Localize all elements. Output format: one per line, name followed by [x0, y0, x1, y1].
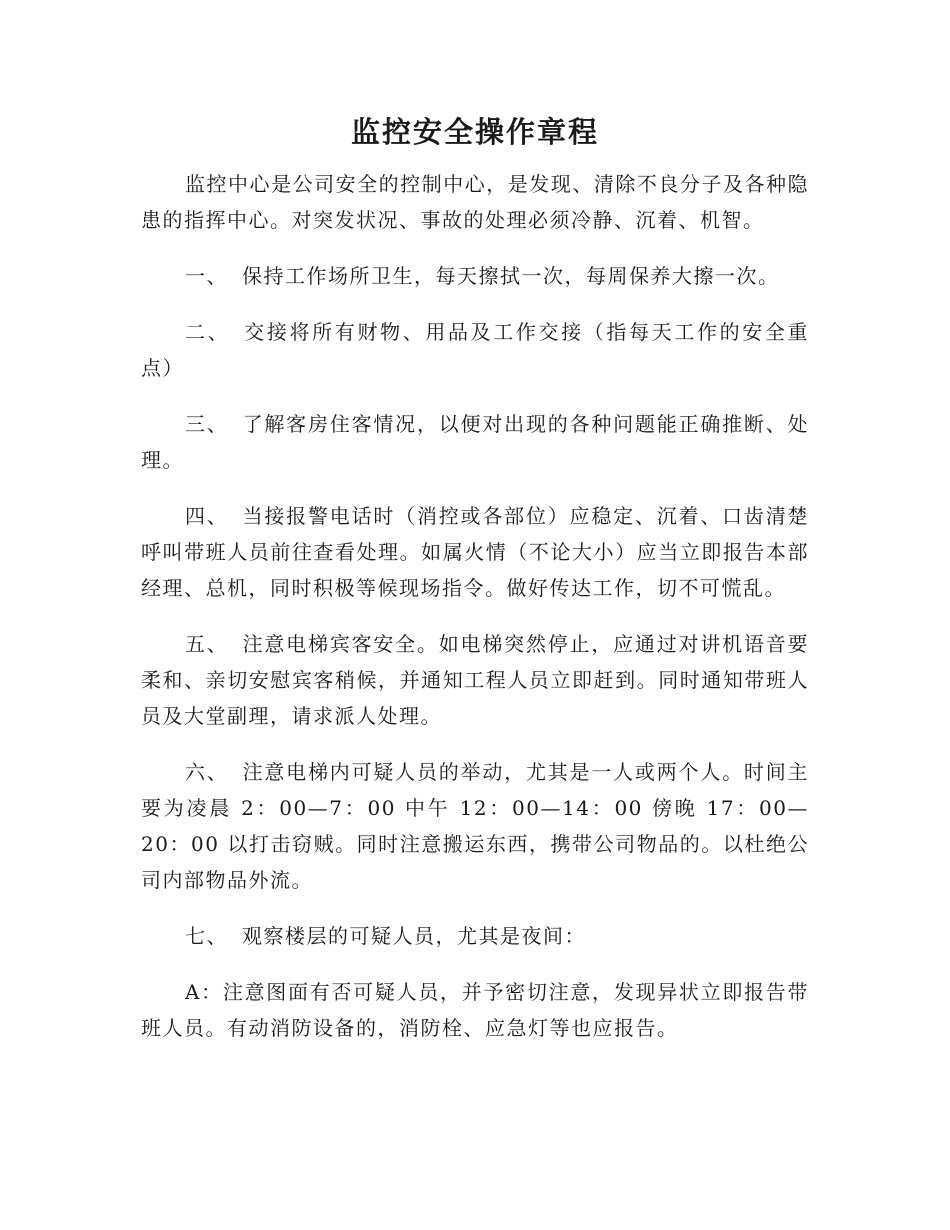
rule-text: 观察楼层的可疑人员，尤其是夜间： [242, 924, 586, 948]
intro-paragraph: 监控中心是公司安全的控制中心，是发现、清除不良分子及各种隐患的指挥中心。对突发状况、事故的处理必须冷静、沉着、机智。 [141, 172, 809, 232]
document-title: 监控安全操作章程 [350, 115, 599, 149]
rule-number: 七、 [185, 924, 228, 948]
rule-number: 四、 [185, 504, 229, 528]
rule-text: 了解客房住客情况，以便对出现的各种问题能正确推断、处理。 [141, 412, 810, 472]
rule-item-1 [141, 258, 809, 294]
rule-item-2 [141, 314, 809, 386]
rule-item-5 [141, 626, 809, 734]
rule-text: 注意电梯内可疑人员的举动，尤其是一人或两个人。时间主要为凌晨 2：00—7：00 中午 12：00—14：00 傍晚 17：00—20：00 以打击窃贼。同时注意搬运东西，携带公司物品的。以杜绝公司内部物品外流。 [141, 760, 810, 892]
rule-number: 一、 [185, 264, 228, 288]
rule-item-6 [141, 754, 809, 898]
rule-number: 五、 [185, 632, 229, 656]
rule-text: 保持工作场所卫生，每天擦拭一次，每周保养大擦一次。 [242, 264, 780, 288]
rule-item-4 [141, 498, 809, 606]
rule-text: 注意电梯宾客安全。如电梯突然停止，应通过对讲机语音要柔和、亲切安慰宾客稍候，并通知工程人员立即赶到。同时通知带班人员及大堂副理，请求派人处理。 [141, 632, 810, 728]
rule-item-7 [141, 918, 809, 954]
sub-item-a: A：注意图面有否可疑人员，并予密切注意，发现异状立即报告带班人员。有动消防设备的，消防栓、应急灯等也应报告。 [141, 980, 809, 1040]
rule-text: 交接将所有财物、用品及工作交接（指每天工作的安全重点） [141, 320, 810, 380]
document-body [141, 166, 809, 1066]
rule-number: 六、 [185, 760, 229, 784]
rule-number: 二、 [185, 320, 231, 344]
rule-text: 当接报警电话时（消控或各部位）应稳定、沉着、口齿清楚呼叫带班人员前往查看处理。如属火情（不论大小）应当立即报告本部经理、总机，同时积极等候现场指令。做好传达工作，切不可慌乱。 [141, 504, 810, 600]
rule-number: 三、 [185, 412, 229, 436]
rule-item-3 [141, 406, 809, 478]
